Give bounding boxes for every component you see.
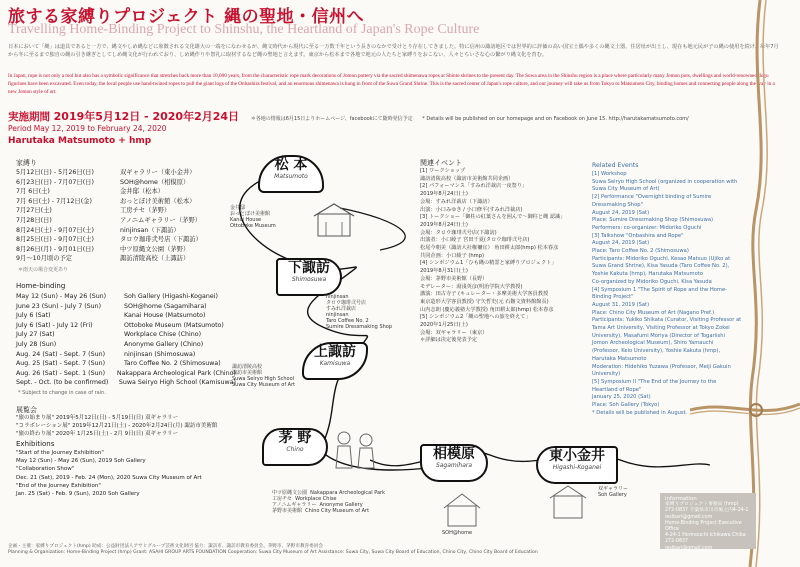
event-line: 会場：茅野市美術館（長野）: [420, 275, 488, 282]
intro-en: In Japan, rope is not only a tool but also has a symbolic significance that stretches back more than 10,000 years, from the characteristic rope mark decorations of Jomon pottery via the sacred shimenawa ropes at Shinto shrines to the present day. The Suwa area in the Shinshu region is a place where particularly many Jomon pots, dwellings and world-renowned dogu figurines have been excavated. Even today, the local people use hand-twined ropes to pull the giant logs of the Onbashira festival, and an enormous shimenawa is hung in front of the Suwa Grand Shrine. This is the sacred center of Japan's rope culture, and our journey will take us from Tokyo to Matsumoto City, binding homes and connecting people along the way in a new Jomon style of art.: [8, 73, 775, 95]
schedule-date: 9月～10月頃の予定: [16, 255, 73, 263]
exhibitions-jp-title: 展覧会: [16, 406, 37, 414]
schedule-venue: Workplace Chise (Chino): [124, 331, 202, 339]
footer-line: 企画・主催：家縛りプロジェクト(hmp) 助成：公益財団法人アサヒグループ芸術文化財団 協力：諏訪市、諏訪市教育委員会、茅野市、茅野市教育委員会: [8, 544, 323, 549]
schedule-venue: Ottoboke Museum (Matsumoto): [124, 321, 224, 329]
home-binding-en-list: [16, 292, 236, 388]
event-line: [2] Performance "Overnight binding of Sumire Dressmaking Shop": [592, 194, 712, 208]
info-line: 4-24-1 Horinouchi Ichikawa Chiba 272-0837: [665, 533, 746, 545]
exhibition-line: Dec. 21 (Sat), 2019 - Feb. 24 (Mon), 2020 Suwa City Museum of Art: [16, 474, 202, 481]
station-matsumoto-jp: 松 本: [274, 157, 308, 173]
station-chino-jp: 茅 野: [278, 430, 312, 446]
schedule-venue: 金井邸（松本）: [120, 188, 165, 196]
info-line: 272-0837 千葉県市川市堀之内4-24-1: [665, 508, 749, 514]
event-line: [5] シンポジウム2「縄の聖地への旅を終えて」: [420, 314, 531, 321]
schedule-venue: 工房チセ（茅野）: [120, 207, 171, 215]
info-heading: information: [665, 496, 697, 502]
event-line: [5] Symposium II "The End of the Journey to the Heartland of Rope": [592, 378, 717, 393]
event-line: January 25, 2020 (Sat): [592, 394, 651, 401]
schedule-date: 7月28日(日): [16, 216, 52, 224]
event-line: Moderation: Hidehiko Yuzawa (Professor, Meiji Gakuin University): [592, 363, 731, 378]
schedule-venue: SOH@home（相模原）: [120, 178, 190, 186]
schedule-row: [16, 187, 216, 197]
artist-name: Harutaka Matsumoto + hmp: [8, 136, 152, 146]
schedule-date: 8月24日(土) - 9月07日(土): [16, 226, 94, 234]
schedule-row: [16, 292, 236, 302]
event-line: August 24, 2019 (Sat): [592, 240, 650, 247]
schedule-venue: ninjinsan (Shimosuwa): [124, 350, 196, 358]
schedule-row: [16, 321, 236, 331]
event-line: Participants: Yukiko Shikata (Curator, Visiting Professor at Tama Art University, Visiting Professor at Tokyo Zokei University), Masafumi Moriya (Director of Togariishi Jomon Archeological Museum), Shiro Yamauchi (Professor, Keio University), Yoshie Kakuta (hmp), Harutaka Matsumoto: [592, 317, 742, 362]
home-binding-jp-list: [16, 168, 216, 264]
footer-credits: [8, 544, 648, 557]
home-binding-en-title: Home-binding: [16, 282, 66, 290]
schedule-row: [16, 359, 236, 369]
event-line: 会場：すみれ洋裁店（下諏訪）: [420, 198, 493, 205]
exhibitions-en-title: Exhibitions: [16, 440, 55, 448]
title-en: Travelling Home-Binding Project to Shinshu, the Heartland of Japan's Rope Culture: [8, 22, 480, 37]
station-matsumoto-en: Matsumoto: [274, 173, 308, 180]
schedule-row: [16, 245, 216, 255]
schedule-venue: おっとぼけ美術館（松本）: [120, 197, 196, 205]
schedule-date: 6月23日(日) - 7月07日(日): [16, 178, 94, 186]
event-line: 2019年8月24日(土): [420, 191, 468, 198]
station-higashikoganei: [536, 446, 618, 484]
event-line: 松尾今朝美（諏訪大社権禰宜） 角田耕太郎(hmp) 松本春彦: [420, 245, 559, 252]
station-kamisuwa-jp: 上諏訪: [314, 344, 356, 360]
period-label-en: Period: [8, 124, 32, 133]
event-line: August 31, 2019 (Sat): [592, 301, 650, 308]
event-line: * Details will be published in August.: [592, 409, 688, 416]
intro-jp: 日本において「縄」は道具であると一方で、縄文やしめ縄などに象徴される文化雄大の一端をになわせるが、縄文時代から現代に至る一万数千年という長きのなかで受けとり存在してきました。特に信州の諏訪地区では世界的に評価の高い国宝土偶や多くの縄文土器、住居址が出土し、現在も地元民が子の縄の使用を続け、毎年7月から冬に至るまで独自の縄の引き継ぎとしてしめ縄文化が行われており、しめ縄作りや祭礼に取材するなど縄の聖地と言えます。東京から松本まで各地で地元の人たちと家縛りをおこない、人々とちいさな心の繋がり縄文化を育む。: [8, 44, 779, 58]
map-label-shimosuwa: ninjinsan タロウ珈琲弐号店 すみれ洋裁店 ninjinsan Taro Coffee No. 2 Sumire Dressmaking Shop: [326, 294, 393, 330]
station-chino-en: Chino: [286, 446, 304, 453]
event-line: Place: Chino City Museum of Art (Nagano Pref.): [592, 309, 715, 316]
schedule-row: [16, 330, 236, 340]
schedule-date: July 6 (Sat) - July 12 (Fri): [16, 321, 93, 329]
schedule-date: 5月12日(日) - 5月26日(日): [16, 169, 94, 176]
home-binding-jp-title: 家縛り: [16, 159, 37, 167]
schedule-date: Sept. - Oct. (to be confirmed): [16, 379, 109, 387]
period-label-jp: 実施期間: [8, 111, 50, 123]
rope-decoration: [690, 0, 800, 567]
map-label-chino: 中ツ原縄文公園 Nakappara Archeological Park 工房チセ Workplace Chise アノニムギャラリー Anonyme Gallery 茅野市美術館 Chino City Museum of Art: [272, 490, 386, 514]
schedule-venue: Nakappara Archeological Park (Chino): [116, 369, 236, 377]
schedule-venue: Suwa Seiryo High School (Kamisuwa): [118, 379, 236, 387]
map-label-kamisuwa: 諏訪清陵高校 諏訪市美術館 Suwa Seiryo High School Suwa City Museum of Art: [232, 364, 296, 388]
map-label-koganei: 双ギャラリー Soh Gallery: [598, 486, 629, 498]
period-value-jp: 2019年5月12日 - 2020年2月24日: [53, 110, 240, 123]
station-sagamihara-en: Sagamihara: [435, 462, 473, 469]
schedule-venue: 中ツ原縄文公園（茅野）: [120, 245, 190, 253]
schedule-venue: ninjinsan（下諏訪）: [120, 226, 180, 234]
event-line: 2019年8月31日(土): [420, 268, 468, 275]
schedule-row: [16, 216, 216, 226]
schedule-date: July 6 (Sat): [16, 312, 51, 320]
gallery-illustration: [548, 484, 588, 520]
schedule-date: 7月 6日(土): [16, 188, 50, 196]
station-higashikoganei-en: Higashi-Koganei: [552, 464, 602, 471]
dogu-illustration: [330, 428, 380, 472]
exhibition-line: "旅の始まり展" 2019年5月12日(日) - 5月19日(日) 双ギャラリー: [16, 415, 179, 421]
exhibition-line: "Start of the Journey Exhibition": [16, 450, 104, 456]
period-value-en: May 12, 2019 to February 24, 2020: [33, 124, 167, 133]
schedule-date: 8月26日(月) - 9月01日(日): [16, 245, 94, 253]
information-box: [660, 493, 756, 549]
schedule-row: [16, 168, 216, 178]
schedule-row: [16, 235, 216, 245]
event-line: 出演者：小口綾子 宮田千夏(タロウ珈琲弐号店): [420, 237, 530, 244]
exhibition-line: "Collaboration Show": [16, 466, 75, 473]
exhibition-line: Jan. 25 (Sat) - Feb. 9 (Sun), 2020 Soh Gallery: [16, 491, 140, 498]
schedule-venue: Anonyme Gallery (Chino): [124, 340, 204, 348]
station-kamisuwa-en: Kamisuwa: [319, 360, 351, 367]
event-line: [1] ワークショップ: [420, 168, 466, 174]
event-line: 会場：タロウ珈琲弐号店(下諏訪): [420, 229, 497, 236]
schedule-row: [16, 197, 216, 207]
event-line: 2019年8月24日(土): [420, 221, 468, 228]
schedule-venue: Kanai House (Matsumoto): [124, 312, 206, 320]
events-jp-list: [420, 168, 588, 345]
event-line: 出演：小口みゆき / 小口修平(すみれ洋裁店): [420, 206, 523, 213]
event-line: Co-organized by Midoriko Oguchi, Kisa Yasuda: [592, 278, 712, 285]
event-line: モデレーター：湯浅英彦(明治学院大学教授): [420, 283, 523, 290]
schedule-venue: 双ギャラリー（東小金井）: [120, 169, 196, 176]
shrine-illustration: [312, 200, 356, 240]
schedule-venue: SOH@home (Sagamihara): [124, 302, 207, 310]
event-line: Place: Soh Gallery (Tokyo): [592, 402, 660, 409]
event-line: [3] トークショー「御柱の紅葉さんを囲んで～御柱と縄 認識」: [420, 214, 566, 221]
station-sagamihara: [420, 444, 488, 482]
event-line: Performers: co-organizer: Midoriko Oguchi: [592, 224, 702, 231]
schedule-venue: アノニムギャラリー（茅野）: [120, 216, 202, 224]
schedule-row: [16, 226, 216, 236]
schedule-date: July 28 (Sun): [16, 340, 57, 348]
schedule-date: Aug. 26 (Sat) - Sept. 1 (Sun): [16, 369, 106, 377]
period-en: [8, 124, 166, 133]
event-line: [4] シンポジウム1「ひも縄の精霊と家縛りプロジェクト」: [420, 260, 557, 267]
info-line: iesibari@gmail.com: [665, 514, 713, 520]
schedule-venue: Soh Gallery (Higashi-Koganei): [124, 293, 218, 300]
events-en-title: Related Events: [592, 162, 639, 169]
period-jp: [8, 108, 689, 124]
schedule-row: [16, 311, 236, 321]
schedule-row: [16, 178, 216, 188]
info-line: iesibari@gmail.com: [665, 545, 713, 551]
events-jp-title: 関連イベント: [420, 159, 462, 167]
event-line: 共同企画：小口綾子 (hmp): [420, 252, 485, 259]
schedule-date: 7月27日(土): [16, 207, 52, 215]
map-label-sagamihara: SOH@home: [442, 530, 473, 536]
exhibition-line: May 12 (Sun) - May 26 (Sun), 2019 Soh Gallery: [16, 458, 146, 465]
event-line: 山内志朗 (慶応義塾大学教授) 角田耕太郎(hmp) 松本春彦: [420, 306, 554, 313]
station-higashikoganei-jp: 東小金井: [549, 448, 605, 464]
schedule-venue: タロウ珈琲弐号店（下諏訪）: [120, 236, 202, 244]
schedule-row: [16, 378, 236, 388]
station-shimosuwa-jp: 下諏訪: [288, 260, 330, 276]
event-line: Suwa Seiryo High School (organized in cooperation with Suwa City Museum of Art): [592, 178, 738, 193]
event-line: 講演：田古寺子 (キュレーター・多摩美術大学客員教授: [420, 291, 549, 298]
exhibition-line: "End of the Journey Exhibition": [16, 482, 101, 489]
exhibition-line: "旅の終わり展" 2020年 1月25日(土) - 2月 9日(日) 双ギャラリー: [16, 431, 179, 438]
event-line: [4] Symposium 1 "The Spirit of Rope and the Home-Binding Project": [592, 286, 728, 301]
schedule-row: [16, 206, 216, 216]
station-chino: [262, 428, 328, 466]
schedule-date: 7月 6日(土) - 7月12日(金): [16, 197, 92, 205]
station-sagamihara-jp: 相模原: [433, 446, 475, 462]
map-label-matsumoto: 金井邸 おっとぼけ美術館 Kanai House Ottoboke Museum: [230, 205, 276, 229]
schedule-date: June 23 (Sun) - July 7 (Sun): [16, 302, 102, 310]
home-binding-en-note: * Subject to change in case of rain.: [18, 390, 106, 396]
schedule-venue: 諏訪清陵高校（上諏訪）: [120, 255, 190, 263]
event-line: [1] Workshop: [592, 171, 627, 177]
schedule-row: [16, 350, 236, 360]
schedule-venue: Taro Coffee No. 2 (Shimosuwa): [124, 360, 221, 368]
schedule-date: 8月25日(日) - 9月07日(土): [16, 236, 94, 244]
schedule-row: [16, 369, 236, 379]
event-line: Place: Taro Coffee No. 2 (Shimosuwa): [592, 248, 689, 255]
house-illustration: [440, 490, 484, 530]
station-matsumoto: [258, 155, 324, 193]
station-shimosuwa: [276, 258, 342, 296]
event-line: August 24, 2019 (Sat): [592, 209, 650, 216]
schedule-row: [16, 302, 236, 312]
title-jp: 旅する家縛りプロジェクト 縄の聖地・信州へ: [8, 7, 365, 27]
event-line: [2] パフォーマンス「すみれ洋裁店一夜祭り」: [420, 183, 528, 190]
exhibition-line: "コラボレーション展" 2019年12月21日(土) - 2020年2月24日(月) 諏訪市美術館: [16, 423, 218, 430]
event-line: 東京造形大学客員教授) 守矢哲史(元 石鏃文資料館館長): [420, 298, 549, 305]
schedule-row: [16, 254, 216, 264]
footer-line: Planning & Organization: Home-Binding Project (hmp) Grant: ASAHI GROUP ARTS FOUNDATION Cooperation: Suwa City Museum of Art Assistance: Suwa City, Suwa City Board of Education, Chino City, Chino City Board of Education: [8, 550, 538, 556]
home-binding-jp-note: ＊雨天の場合変更あり: [18, 267, 69, 273]
info-lines: [665, 502, 751, 552]
info-line: 家縛りプロジェクト事務局 (hmp): [665, 502, 739, 508]
schedule-date: July 27 (Sat): [16, 331, 55, 339]
info-line: Home-Binding Project Executive Office: [665, 520, 742, 533]
schedule-date: Aug. 25 (Sat) - Sept. 7 (Sun): [16, 360, 106, 368]
station-shimosuwa-en: Shimosuwa: [291, 276, 327, 283]
event-line: ＊詳細は決定後発表予定: [420, 337, 478, 344]
event-line: Participants: Midoriko Oguchi, Kesao Matsuo (Ujiko at Suwa Grand Shrine), Kisa Yasuda (Taro Coffee No. 2), Yoshie Kakuta (hmp), Harutaka Matsumoto: [592, 255, 731, 278]
schedule-date: Aug. 24 (Sat) - Sept. 7 (Sun): [16, 350, 106, 358]
schedule-date: May 12 (Sun) - May 26 (Sun): [16, 293, 107, 300]
event-line: Place: Sumire Dressmaking Shop (Shimosuwa): [592, 217, 714, 224]
event-line: [3] Talkshow "Onbashira and Rope": [592, 232, 684, 239]
period-note-en: * Details will be published on our homepage and on Facebook on June 15. http://harutakamatsumoto.com/: [422, 116, 689, 122]
event-line: 2020年1月25日(土): [420, 322, 468, 329]
schedule-row: [16, 340, 236, 350]
event-line: 諏訪清陵高校（諏訪市美術館共同企画）: [420, 175, 514, 182]
event-line: 会場：双ギャラリー（東京）: [420, 329, 488, 336]
period-note-jp: ＊各地の情報は6月15日よりホームページ、facebookにて随時発信予定: [250, 116, 413, 122]
